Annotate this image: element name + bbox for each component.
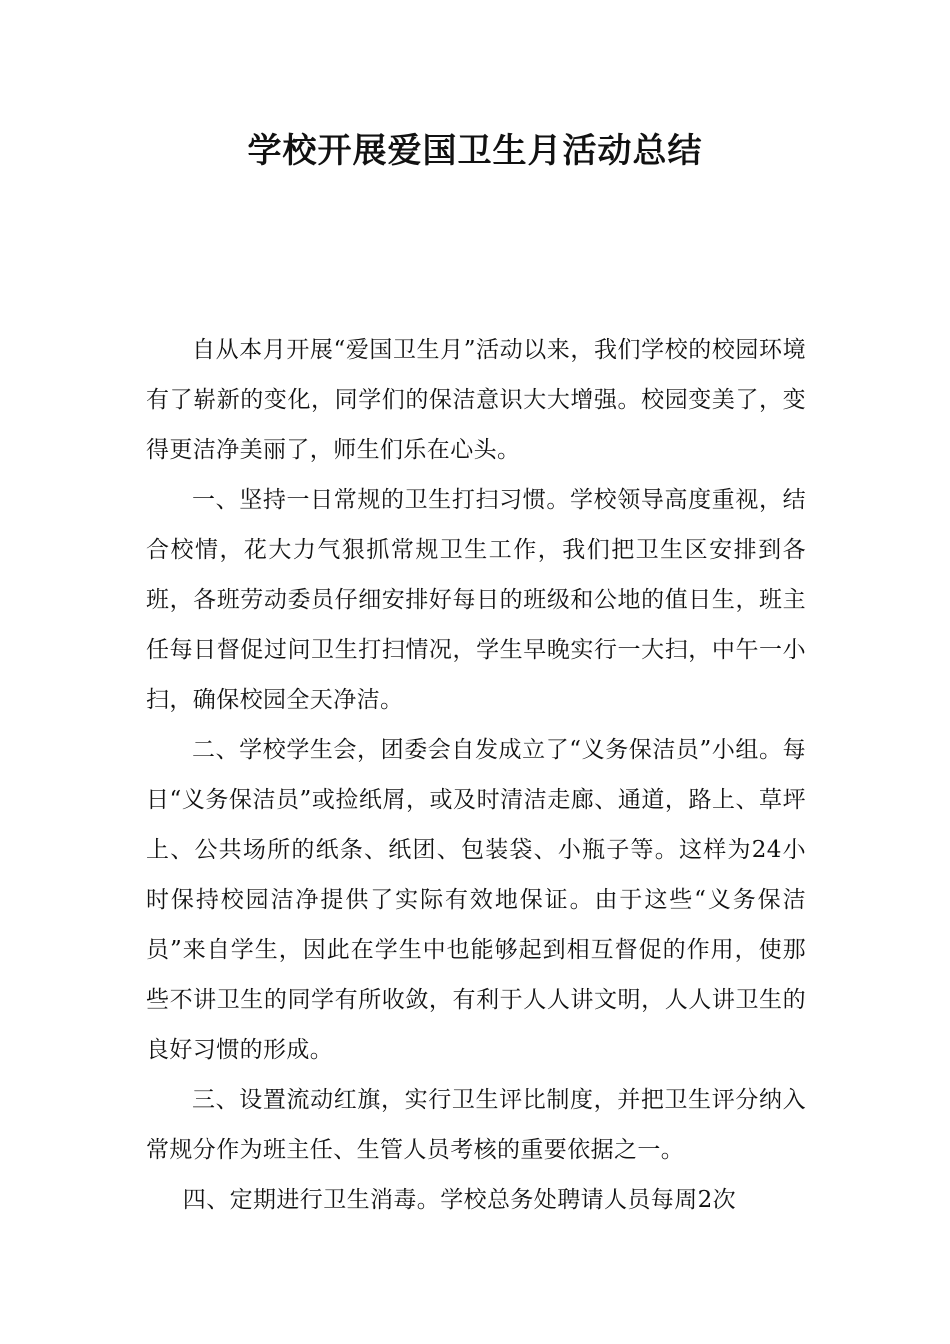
paragraph-section-4: 四、定期进行卫生消毒。学校总务处聘请人员每周2次 xyxy=(182,1187,737,1213)
document-body xyxy=(146,325,806,1225)
paragraph-section-1: 一、坚持一日常规的卫生打扫习惯。学校领导高度重视，结合校情，花大力气狠抓常规卫生工作，我们把卫生区安排到各班，各班劳动委员仔细安排好每日的班级和公地的值日生，班主任每日督促过问卫生打扫情况，学生早晚实行一大扫，中午一小扫，确保校园全天净洁。 xyxy=(146,487,806,713)
document-title: 学校开展爱国卫生月活动总结 xyxy=(247,131,703,171)
paragraph-section-3: 三、设置流动红旗，实行卫生评比制度，并把卫生评分纳入常规分作为班主任、生管人员考核的重要依据之一。 xyxy=(146,1087,806,1163)
paragraph-intro: 自从本月开展“爱国卫生月”活动以来，我们学校的校园环境有了崭新的变化，同学们的保洁意识大大增强。校园变美了，变得更洁净美丽了，师生们乐在心头。 xyxy=(146,337,806,463)
paragraph-section-2: 二、学校学生会，团委会自发成立了“义务保洁员”小组。每日“义务保洁员”或捡纸屑，或及时清洁走廊、通道，路上、草坪上、公共场所的纸条、纸团、包装袋、小瓶子等。这样为24小时保持校园洁净提供了实际有效地保证。由于这些“义务保洁员”来自学生，因此在学生中也能够起到相互督促的作用，使那些不讲卫生的同学有所收敛，有利于人人讲文明，人人讲卫生的良好习惯的形成。 xyxy=(146,737,806,1063)
